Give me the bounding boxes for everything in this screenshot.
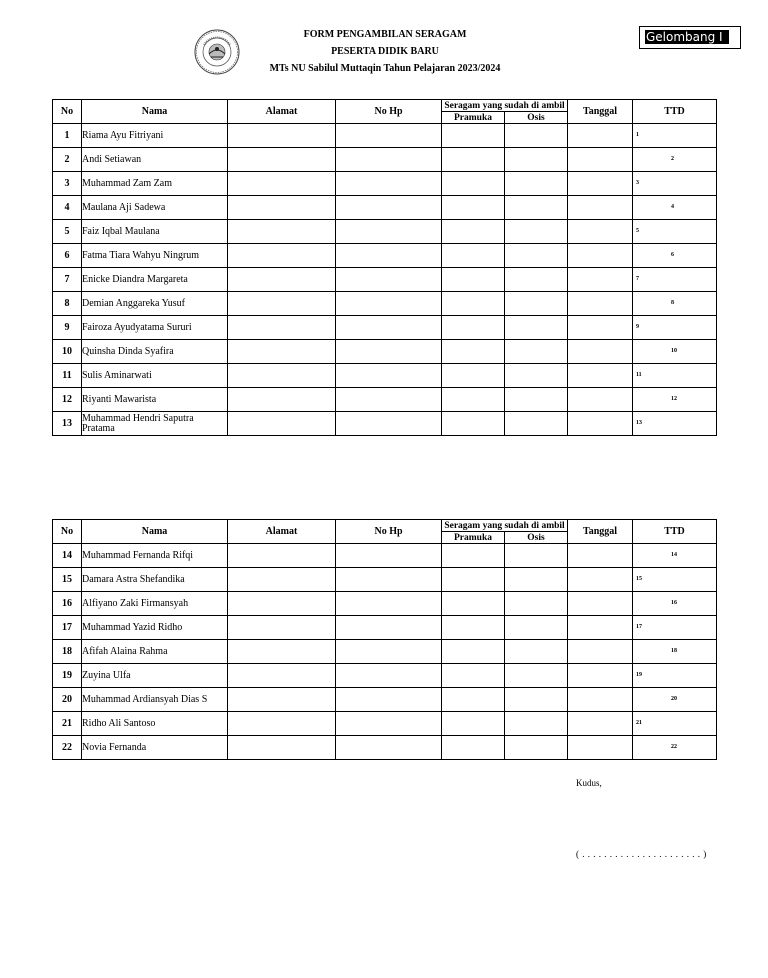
ttd-number: 12 bbox=[671, 396, 677, 402]
ttd-cell[interactable] bbox=[633, 412, 717, 436]
osis-cell[interactable] bbox=[505, 364, 568, 388]
tanggal-cell[interactable] bbox=[568, 316, 633, 340]
table-row bbox=[53, 172, 717, 196]
student-name: Andi Setiawan bbox=[82, 148, 228, 172]
alamat-cell[interactable] bbox=[228, 220, 336, 244]
student-table-1 bbox=[52, 99, 717, 436]
gelombang-box bbox=[639, 26, 741, 49]
nohp-cell[interactable] bbox=[336, 148, 442, 172]
alamat-cell[interactable] bbox=[228, 412, 336, 436]
ttd-cell[interactable] bbox=[633, 364, 717, 388]
ttd-number: 6 bbox=[671, 252, 674, 258]
header-tanggal: Tanggal bbox=[568, 100, 633, 124]
osis-cell[interactable] bbox=[505, 196, 568, 220]
nohp-cell[interactable] bbox=[336, 364, 442, 388]
alamat-cell[interactable] bbox=[228, 196, 336, 220]
ttd-cell[interactable] bbox=[633, 268, 717, 292]
header-alamat: Alamat bbox=[228, 520, 336, 544]
header-alamat: Alamat bbox=[228, 100, 336, 124]
osis-cell[interactable] bbox=[505, 172, 568, 196]
student-name: Demian Anggareka Yusuf bbox=[82, 292, 228, 316]
table-row bbox=[53, 364, 717, 388]
header-osis: Osis bbox=[505, 112, 568, 124]
nohp-cell[interactable] bbox=[336, 592, 442, 616]
table-row bbox=[53, 568, 717, 592]
row-number: 10 bbox=[53, 340, 82, 364]
alamat-cell[interactable] bbox=[228, 544, 336, 568]
row-number: 6 bbox=[53, 244, 82, 268]
tanggal-cell[interactable] bbox=[568, 292, 633, 316]
table-row bbox=[53, 688, 717, 712]
pramuka-cell[interactable] bbox=[442, 316, 505, 340]
tanggal-cell[interactable] bbox=[568, 196, 633, 220]
header-ttd: TTD bbox=[633, 100, 717, 124]
osis-cell[interactable] bbox=[505, 592, 568, 616]
tanggal-cell[interactable] bbox=[568, 568, 633, 592]
tanggal-cell[interactable] bbox=[568, 640, 633, 664]
table-row bbox=[53, 124, 717, 148]
form-header bbox=[230, 28, 540, 79]
tanggal-cell[interactable] bbox=[568, 388, 633, 412]
osis-cell[interactable] bbox=[505, 736, 568, 760]
ttd-number: 2 bbox=[671, 156, 674, 162]
alamat-cell[interactable] bbox=[228, 316, 336, 340]
nohp-cell[interactable] bbox=[336, 712, 442, 736]
nohp-cell[interactable] bbox=[336, 688, 442, 712]
student-name: Riyanti Mawarista bbox=[82, 388, 228, 412]
ttd-number: 4 bbox=[671, 204, 674, 210]
ttd-number: 21 bbox=[636, 720, 642, 726]
osis-cell[interactable] bbox=[505, 688, 568, 712]
ttd-number: 17 bbox=[636, 624, 642, 630]
student-name: Fatma Tiara Wahyu Ningrum bbox=[82, 244, 228, 268]
ttd-cell[interactable] bbox=[633, 292, 717, 316]
pramuka-cell[interactable] bbox=[442, 640, 505, 664]
header-ttd: TTD bbox=[633, 520, 717, 544]
student-name: Faiz Iqbal Maulana bbox=[82, 220, 228, 244]
table-row bbox=[53, 712, 717, 736]
tanggal-cell[interactable] bbox=[568, 124, 633, 148]
ttd-cell[interactable] bbox=[633, 592, 717, 616]
nohp-cell[interactable] bbox=[336, 388, 442, 412]
student-name: Alfiyano Zaki Firmansyah bbox=[82, 592, 228, 616]
table-row bbox=[53, 148, 717, 172]
osis-cell[interactable] bbox=[505, 148, 568, 172]
header-pramuka: Pramuka bbox=[442, 532, 505, 544]
student-name: Sulis Aminarwati bbox=[82, 364, 228, 388]
ttd-cell[interactable] bbox=[633, 316, 717, 340]
row-number: 2 bbox=[53, 148, 82, 172]
ttd-cell[interactable] bbox=[633, 688, 717, 712]
tanggal-cell[interactable] bbox=[568, 616, 633, 640]
table-row bbox=[53, 316, 717, 340]
ttd-cell[interactable] bbox=[633, 544, 717, 568]
student-name: Muhammad Ardiansyah Dias S bbox=[82, 688, 228, 712]
osis-cell[interactable] bbox=[505, 544, 568, 568]
header-nama: Nama bbox=[82, 520, 228, 544]
header-osis: Osis bbox=[505, 532, 568, 544]
table-row bbox=[53, 544, 717, 568]
nohp-cell[interactable] bbox=[336, 292, 442, 316]
ttd-cell[interactable] bbox=[633, 340, 717, 364]
pramuka-cell[interactable] bbox=[442, 268, 505, 292]
ttd-number: 16 bbox=[671, 600, 677, 606]
alamat-cell[interactable] bbox=[228, 148, 336, 172]
ttd-number: 19 bbox=[636, 672, 642, 678]
row-number: 1 bbox=[53, 124, 82, 148]
tanggal-cell[interactable] bbox=[568, 172, 633, 196]
ttd-number: 22 bbox=[671, 744, 677, 750]
nohp-cell[interactable] bbox=[336, 544, 442, 568]
tanggal-cell[interactable] bbox=[568, 664, 633, 688]
pramuka-cell[interactable] bbox=[442, 388, 505, 412]
form-title: FORM PENGAMBILAN SERAGAM bbox=[303, 29, 467, 40]
alamat-cell[interactable] bbox=[228, 292, 336, 316]
ttd-cell[interactable] bbox=[633, 124, 717, 148]
tanggal-cell[interactable] bbox=[568, 148, 633, 172]
ttd-number: 9 bbox=[636, 324, 639, 330]
tanggal-cell[interactable] bbox=[568, 412, 633, 436]
header-pramuka: Pramuka bbox=[442, 112, 505, 124]
ttd-number: 3 bbox=[636, 180, 639, 186]
tanggal-cell[interactable] bbox=[568, 592, 633, 616]
pramuka-cell[interactable] bbox=[442, 664, 505, 688]
nohp-cell[interactable] bbox=[336, 244, 442, 268]
row-number: 11 bbox=[53, 364, 82, 388]
ttd-number: 18 bbox=[671, 648, 677, 654]
form-subtitle: PESERTA DIDIK BARU bbox=[331, 46, 439, 57]
alamat-cell[interactable] bbox=[228, 172, 336, 196]
ttd-number: 11 bbox=[636, 372, 642, 378]
row-number: 19 bbox=[53, 664, 82, 688]
nohp-cell[interactable] bbox=[336, 664, 442, 688]
pramuka-cell[interactable] bbox=[442, 412, 505, 436]
alamat-cell[interactable] bbox=[228, 340, 336, 364]
ttd-number: 14 bbox=[671, 552, 677, 558]
header-no: No bbox=[53, 100, 82, 124]
row-number: 20 bbox=[53, 688, 82, 712]
osis-cell[interactable] bbox=[505, 616, 568, 640]
student-name: Maulana Aji Sadewa bbox=[82, 196, 228, 220]
table-row bbox=[53, 196, 717, 220]
alamat-cell[interactable] bbox=[228, 124, 336, 148]
tanggal-cell[interactable] bbox=[568, 736, 633, 760]
row-number: 4 bbox=[53, 196, 82, 220]
gelombang-label: Gelombang I bbox=[645, 30, 729, 44]
alamat-cell[interactable] bbox=[228, 712, 336, 736]
header-seragam: Seragam yang sudah di ambil bbox=[442, 520, 568, 532]
table-row bbox=[53, 292, 717, 316]
table-row bbox=[53, 736, 717, 760]
nohp-cell[interactable] bbox=[336, 568, 442, 592]
alamat-cell[interactable] bbox=[228, 616, 336, 640]
alamat-cell[interactable] bbox=[228, 592, 336, 616]
tanggal-cell[interactable] bbox=[568, 712, 633, 736]
table-row bbox=[53, 340, 717, 364]
ttd-cell[interactable] bbox=[633, 664, 717, 688]
row-number: 7 bbox=[53, 268, 82, 292]
pramuka-cell[interactable] bbox=[442, 124, 505, 148]
nohp-cell[interactable] bbox=[336, 124, 442, 148]
header-nama: Nama bbox=[82, 100, 228, 124]
student-name: Muhammad Fernanda Rifqi bbox=[82, 544, 228, 568]
pramuka-cell[interactable] bbox=[442, 364, 505, 388]
row-number: 16 bbox=[53, 592, 82, 616]
osis-cell[interactable] bbox=[505, 664, 568, 688]
osis-cell[interactable] bbox=[505, 712, 568, 736]
osis-cell[interactable] bbox=[505, 316, 568, 340]
nohp-cell[interactable] bbox=[336, 268, 442, 292]
osis-cell[interactable] bbox=[505, 292, 568, 316]
ttd-cell[interactable] bbox=[633, 244, 717, 268]
alamat-cell[interactable] bbox=[228, 664, 336, 688]
pramuka-cell[interactable] bbox=[442, 616, 505, 640]
student-name: Muhammad Yazid Ridho bbox=[82, 616, 228, 640]
ttd-cell[interactable] bbox=[633, 148, 717, 172]
pramuka-cell[interactable] bbox=[442, 544, 505, 568]
table-row bbox=[53, 220, 717, 244]
ttd-number: 5 bbox=[636, 228, 639, 234]
table-row bbox=[53, 268, 717, 292]
row-number: 13 bbox=[53, 412, 82, 436]
student-table-2 bbox=[52, 519, 717, 760]
pramuka-cell[interactable] bbox=[442, 220, 505, 244]
place-date-label: Kudus, bbox=[576, 778, 602, 788]
pramuka-cell[interactable] bbox=[442, 712, 505, 736]
ttd-number: 20 bbox=[671, 696, 677, 702]
table-row bbox=[53, 592, 717, 616]
tanggal-cell[interactable] bbox=[568, 220, 633, 244]
osis-cell[interactable] bbox=[505, 268, 568, 292]
student-name: Fairoza Ayudyatama Sururi bbox=[82, 316, 228, 340]
student-name: Quinsha Dinda Syafira bbox=[82, 340, 228, 364]
pramuka-cell[interactable] bbox=[442, 340, 505, 364]
row-number: 18 bbox=[53, 640, 82, 664]
nohp-cell[interactable] bbox=[336, 412, 442, 436]
row-number: 3 bbox=[53, 172, 82, 196]
ttd-number: 1 bbox=[636, 132, 639, 138]
student-name: Riama Ayu Fitriyani bbox=[82, 124, 228, 148]
ttd-cell[interactable] bbox=[633, 736, 717, 760]
alamat-cell[interactable] bbox=[228, 736, 336, 760]
header-seragam: Seragam yang sudah di ambil bbox=[442, 100, 568, 112]
alamat-cell[interactable] bbox=[228, 640, 336, 664]
osis-cell[interactable] bbox=[505, 340, 568, 364]
table-row bbox=[53, 640, 717, 664]
alamat-cell[interactable] bbox=[228, 268, 336, 292]
row-number: 5 bbox=[53, 220, 82, 244]
alamat-cell[interactable] bbox=[228, 568, 336, 592]
row-number: 9 bbox=[53, 316, 82, 340]
table-row bbox=[53, 664, 717, 688]
table-row bbox=[53, 412, 717, 436]
pramuka-cell[interactable] bbox=[442, 568, 505, 592]
table-row bbox=[53, 388, 717, 412]
ttd-cell[interactable] bbox=[633, 640, 717, 664]
row-number: 14 bbox=[53, 544, 82, 568]
osis-cell[interactable] bbox=[505, 124, 568, 148]
student-name: Novia Fernanda bbox=[82, 736, 228, 760]
ttd-cell[interactable] bbox=[633, 568, 717, 592]
nohp-cell[interactable] bbox=[336, 616, 442, 640]
alamat-cell[interactable] bbox=[228, 688, 336, 712]
osis-cell[interactable] bbox=[505, 640, 568, 664]
header-nohp: No Hp bbox=[336, 520, 442, 544]
row-number: 17 bbox=[53, 616, 82, 640]
pramuka-cell[interactable] bbox=[442, 244, 505, 268]
osis-cell[interactable] bbox=[505, 244, 568, 268]
ttd-number: 10 bbox=[671, 348, 677, 354]
row-number: 21 bbox=[53, 712, 82, 736]
school-year-line: MTs NU Sabilul Muttaqin Tahun Pelajaran 2023/2024 bbox=[269, 63, 501, 74]
tanggal-cell[interactable] bbox=[568, 340, 633, 364]
nohp-cell[interactable] bbox=[336, 172, 442, 196]
alamat-cell[interactable] bbox=[228, 364, 336, 388]
tanggal-cell[interactable] bbox=[568, 244, 633, 268]
nohp-cell[interactable] bbox=[336, 196, 442, 220]
ttd-cell[interactable] bbox=[633, 388, 717, 412]
ttd-cell[interactable] bbox=[633, 196, 717, 220]
ttd-number: 15 bbox=[636, 576, 642, 582]
table-row bbox=[53, 616, 717, 640]
row-number: 12 bbox=[53, 388, 82, 412]
alamat-cell[interactable] bbox=[228, 388, 336, 412]
row-number: 15 bbox=[53, 568, 82, 592]
osis-cell[interactable] bbox=[505, 388, 568, 412]
header-no: No bbox=[53, 520, 82, 544]
student-name: Enicke Diandra Margareta bbox=[82, 268, 228, 292]
signature-line: ( . . . . . . . . . . . . . . . . . . . . . . ) bbox=[576, 849, 707, 859]
pramuka-cell[interactable] bbox=[442, 292, 505, 316]
nohp-cell[interactable] bbox=[336, 736, 442, 760]
student-name: Afifah Alaina Rahma bbox=[82, 640, 228, 664]
nohp-cell[interactable] bbox=[336, 340, 442, 364]
student-name: Muhammad Hendri Saputra Pratama bbox=[82, 412, 228, 436]
header-nohp: No Hp bbox=[336, 100, 442, 124]
nohp-cell[interactable] bbox=[336, 316, 442, 340]
tanggal-cell[interactable] bbox=[568, 364, 633, 388]
nohp-cell[interactable] bbox=[336, 220, 442, 244]
tanggal-cell[interactable] bbox=[568, 688, 633, 712]
alamat-cell[interactable] bbox=[228, 244, 336, 268]
ttd-cell[interactable] bbox=[633, 220, 717, 244]
osis-cell[interactable] bbox=[505, 220, 568, 244]
ttd-number: 8 bbox=[671, 300, 674, 306]
tanggal-cell[interactable] bbox=[568, 544, 633, 568]
pramuka-cell[interactable] bbox=[442, 688, 505, 712]
osis-cell[interactable] bbox=[505, 568, 568, 592]
row-number: 22 bbox=[53, 736, 82, 760]
pramuka-cell[interactable] bbox=[442, 592, 505, 616]
row-number: 8 bbox=[53, 292, 82, 316]
student-name: Ridho Ali Santoso bbox=[82, 712, 228, 736]
pramuka-cell[interactable] bbox=[442, 196, 505, 220]
student-name: Damara Astra Shefandika bbox=[82, 568, 228, 592]
ttd-cell[interactable] bbox=[633, 172, 717, 196]
table-row bbox=[53, 244, 717, 268]
tanggal-cell[interactable] bbox=[568, 268, 633, 292]
pramuka-cell[interactable] bbox=[442, 736, 505, 760]
pramuka-cell[interactable] bbox=[442, 172, 505, 196]
student-name: Zuyina Ulfa bbox=[82, 664, 228, 688]
ttd-number: 7 bbox=[636, 276, 639, 282]
pramuka-cell[interactable] bbox=[442, 148, 505, 172]
ttd-cell[interactable] bbox=[633, 616, 717, 640]
student-name: Muhammad Zam Zam bbox=[82, 172, 228, 196]
header-tanggal: Tanggal bbox=[568, 520, 633, 544]
nohp-cell[interactable] bbox=[336, 640, 442, 664]
ttd-number: 13 bbox=[636, 420, 642, 426]
osis-cell[interactable] bbox=[505, 412, 568, 436]
ttd-cell[interactable] bbox=[633, 712, 717, 736]
